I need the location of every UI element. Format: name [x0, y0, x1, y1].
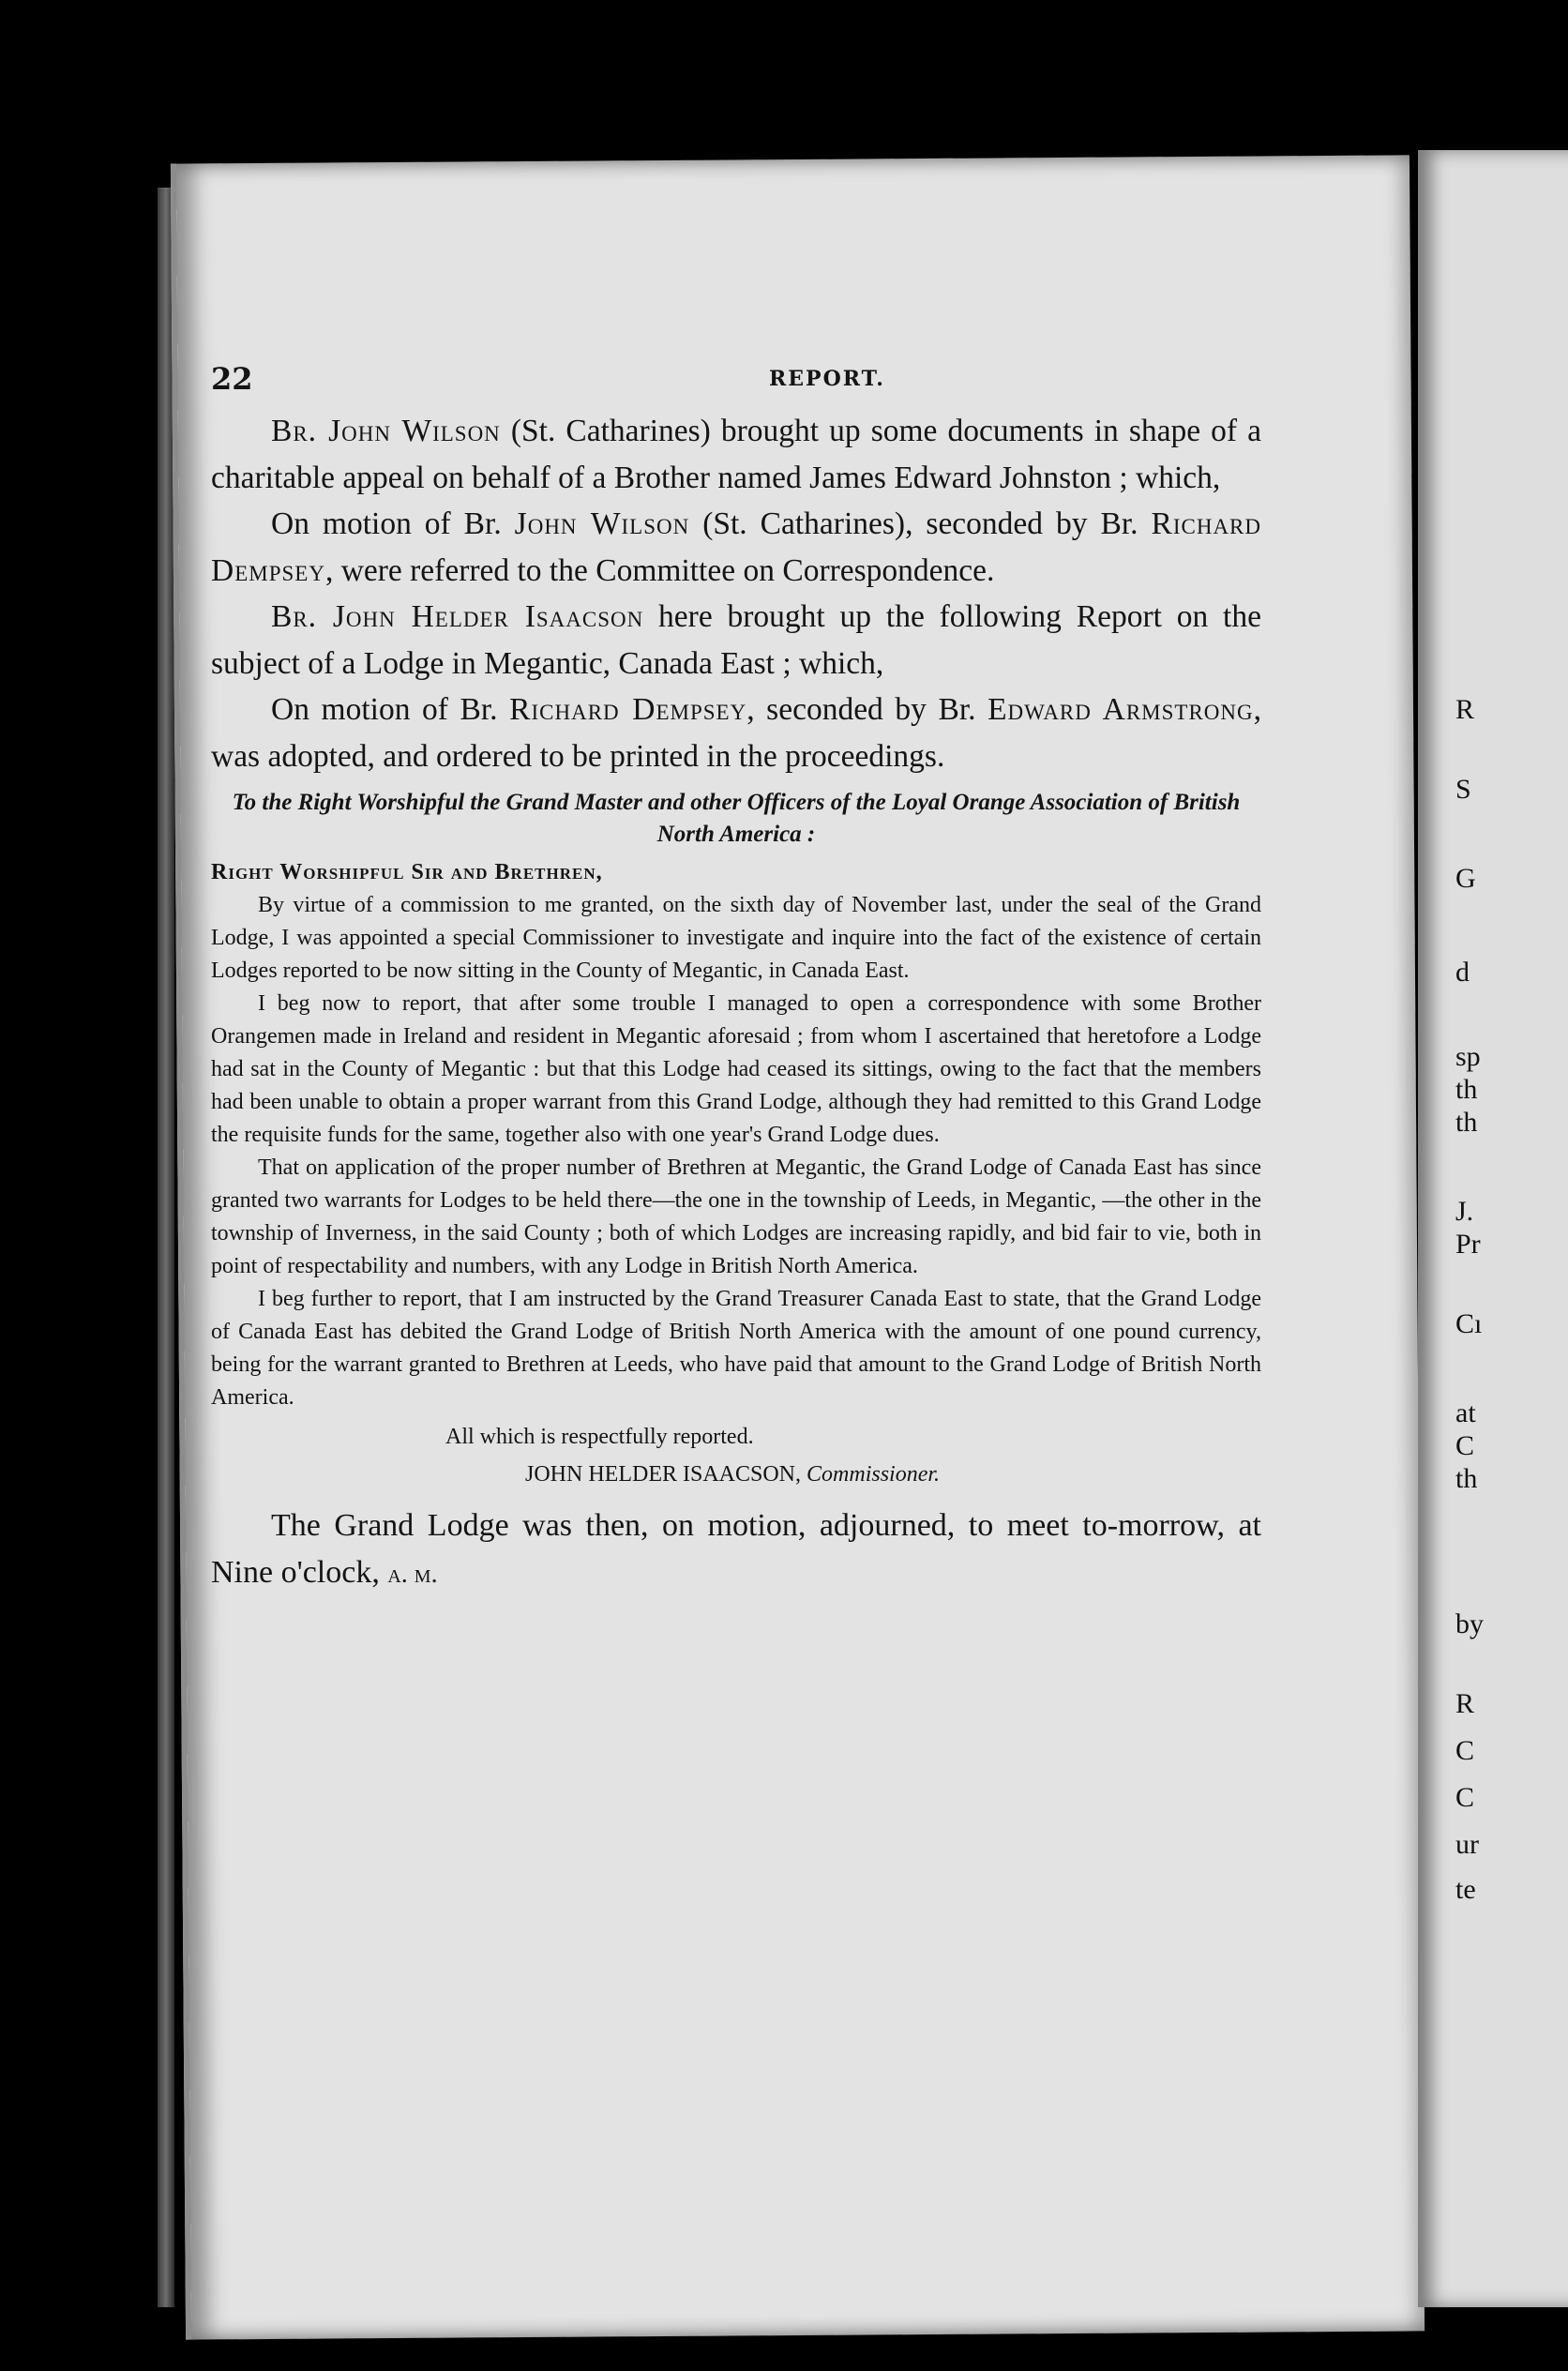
facing-fragment: S [1455, 774, 1471, 805]
member-name: Br. John Wilson [271, 414, 501, 448]
report-paragraph: I beg further to report, that I am instructed by the Grand Treasurer Canada East to state, that the Grand Lodge of Canada East has debited the Grand Lodge of British North America with the amount of one pound currency, being for the warrant granted to Brethren at Leeds, who have paid that amount to the Grand Lodge of British North America. [211, 1287, 1261, 1410]
facing-fragment: ur [1455, 1829, 1479, 1860]
facing-fragment: d [1455, 957, 1470, 988]
report-body [211, 889, 1261, 1414]
page-content [211, 361, 1261, 1598]
report-salutation: Right Worshipful Sir and Brethren, [211, 860, 603, 884]
adjournment-paragraph: The Grand Lodge was then, on motion, adjourned, to meet to-morrow, at Nine o'clock, a. m. [211, 1508, 1261, 1590]
time-suffix: a. m. [387, 1560, 438, 1589]
paragraph: On motion of Br. John Wilson (St. Catharines), seconded by Br. Richard Dempsey, were referred to the Committee on Correspondence. [211, 506, 1261, 588]
facing-fragment: C [1455, 1430, 1475, 1461]
member-name: Richard Dempsey [211, 506, 1261, 588]
facing-fragment: at [1455, 1397, 1476, 1428]
adjournment [211, 1503, 1261, 1598]
facing-fragment: Cı [1455, 1308, 1483, 1339]
facing-fragment: by [1455, 1608, 1484, 1639]
facing-page [1418, 150, 1568, 2307]
paragraph: On motion of Br. Richard Dempsey, seconded by Br. Edward Armstrong, was adopted, and ordered to be printed in the proceedings. [211, 692, 1261, 774]
member-name: Richard Dempsey [509, 692, 747, 727]
facing-fragment: sp [1455, 1041, 1481, 1072]
facing-fragment: C [1455, 1782, 1475, 1813]
signature-name: JOHN HELDER ISAACSON, [525, 1462, 802, 1487]
report-paragraph: I beg now to report, that after some trouble I managed to open a correspondence with some Brother Orangemen made in Ireland and resident in Megantic aforesaid ; from whom I ascertained that heretofore a Lodge had sat in the County of Megantic : but that this Lodge had ceased its sittings, owing to the fact that the members had been unable to obtain a proper warrant from this Grand Lodge, although they had remitted to this Grand Lodge the requisite funds for the same, together also with one year's Grand Lodge dues. [211, 991, 1261, 1147]
facing-fragment: th [1455, 1074, 1478, 1105]
member-name: John Wilson [514, 506, 690, 541]
paragraph: Br. John Wilson (St. Catharines) brought up some documents in shape of a charitable appeal on behalf of a Brother named James Edward Johnston ; which, [211, 414, 1261, 495]
page-number: 22 [211, 361, 253, 397]
running-title: REPORT. [769, 367, 885, 391]
facing-fragment: R [1455, 694, 1475, 725]
facing-fragment: te [1455, 1874, 1476, 1905]
running-head [211, 361, 1261, 408]
signature-title: Commissioner. [807, 1462, 941, 1487]
facing-fragment: th [1455, 1107, 1478, 1138]
book-gutter [158, 188, 174, 2307]
report-address: To the Right Worshipful the Grand Master and other Officers of the Loyal Orange Association of British North America : [232, 790, 1241, 847]
closing-line: All which is respectfully reported. [445, 1425, 754, 1449]
facing-fragment: Pr [1455, 1229, 1481, 1260]
report-paragraph: By virtue of a commission to me granted, on the sixth day of November last, under the seal of the Grand Lodge, I was appointed a special Commissioner to investigate and inquire into the fact of the existence of certain Lodges reported to be now sitting in the County of Megantic, in Canada East. [211, 893, 1261, 983]
report-paragraph: That on application of the proper number of Brethren at Megantic, the Grand Lodge of Canada East has since granted two warrants for Lodges to be held there—the one in the township of Leeds, in Megantic, —the other in the township of Inverness, in the said County ; both of which Lodges are increasing rapidly, and bid fair to vie, both in point of respectability and numbers, with any Lodge in British North America. [211, 1155, 1261, 1278]
paragraph: Br. John Helder Isaacson here brought up the following Report on the subject of a Lodge in Megantic, Canada East ; which, [211, 599, 1261, 681]
facing-fragment: C [1455, 1735, 1475, 1766]
minutes-body [211, 408, 1261, 779]
report-closing [211, 1418, 1261, 1493]
facing-fragment: R [1455, 1688, 1475, 1719]
facing-fragment: th [1455, 1463, 1478, 1494]
member-name: Br. John Helder Isaacson [271, 599, 644, 634]
facing-fragment: J. [1455, 1196, 1474, 1227]
facing-fragment: G [1455, 863, 1476, 894]
member-name: Edward Armstrong [988, 692, 1254, 727]
signature [211, 1456, 1261, 1493]
